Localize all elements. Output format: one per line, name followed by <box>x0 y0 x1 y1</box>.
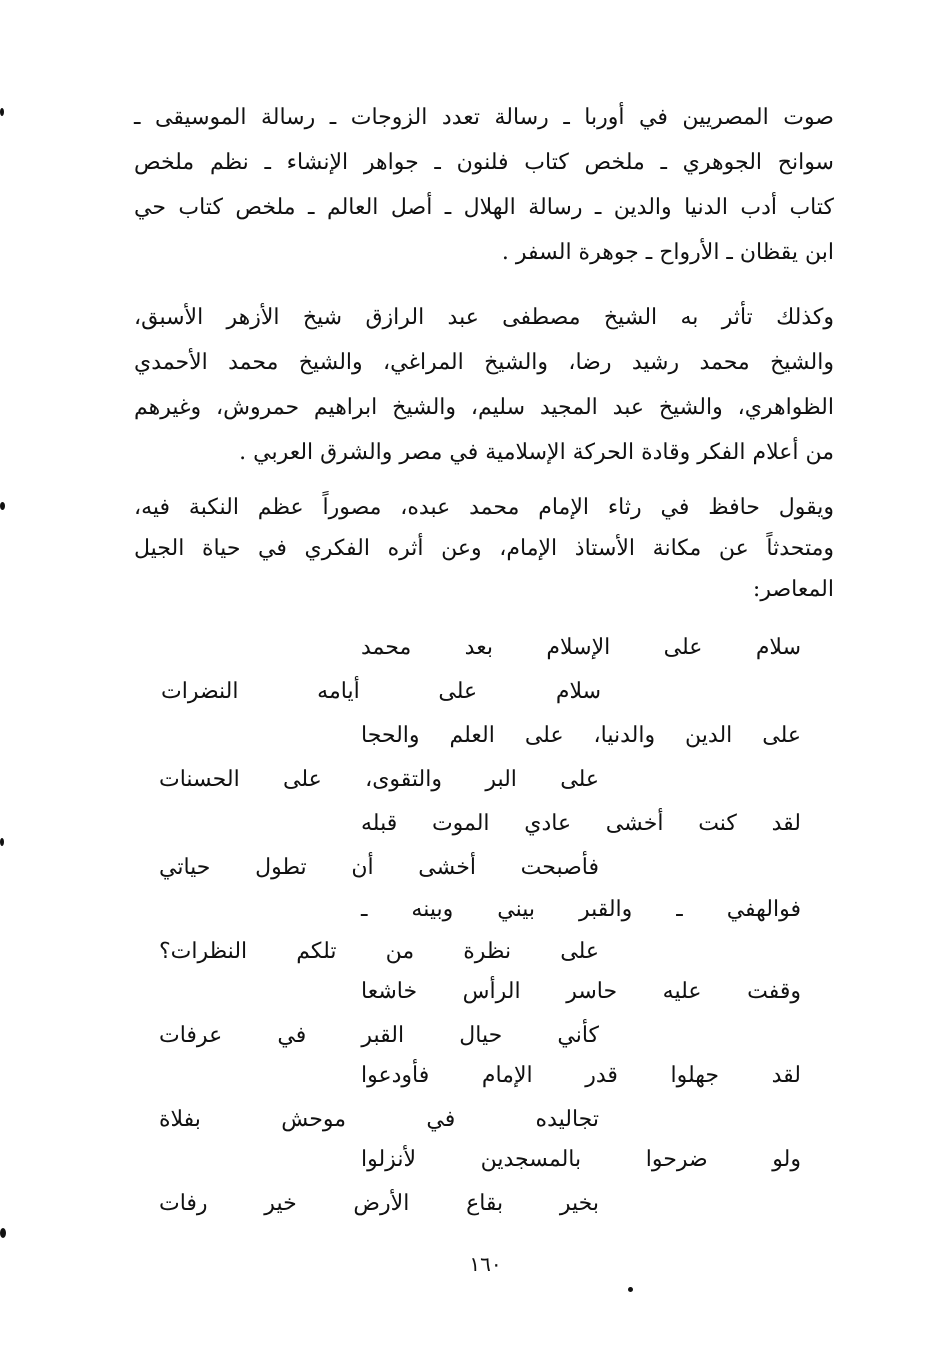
text-line: ويقول حافظ في رثاء الإمام محمد عبده، مصوراً عظم النكبة فيه، <box>134 495 834 520</box>
text-line: صوت المصريين في أوربا ـ رسالة تعدد الزوجات ـ رسالة الموسيقى ـ <box>134 105 834 130</box>
poem-verse-first-hemistich: سلام على الإسلام بعد محمد <box>361 635 801 660</box>
text-line: ابن يقظان ـ الأرواح ـ جوهرة السفر . <box>501 240 834 265</box>
page-number: ١٦٠ <box>469 1252 502 1276</box>
scan-speck <box>0 838 4 846</box>
text-line: سوانح الجوهري ـ ملخص كتاب فلنون ـ جواهر الإنشاء ـ نظم ملخص <box>134 150 834 175</box>
text-line: الظواهري، والشيخ عبد المجيد سليم، والشيخ ابراهيم حمروش، وغيرهم <box>134 395 834 420</box>
poem-verse-second-hemistich: على نظرة من تلكم النظرات؟ <box>159 939 599 964</box>
poem-verse-first-hemistich: ولو ضرحوا بالمسجدين لأنزلوا <box>361 1147 801 1172</box>
scan-speck <box>0 1228 6 1238</box>
text-line: وكذلك تأثر به الشيخ مصطفى عبد الرازق شيخ الأزهر الأسبق، <box>134 305 834 330</box>
poem-verse-first-hemistich: لقد جهلوا قدر الإمام فأودعوا <box>361 1063 801 1088</box>
poem-verse-second-hemistich: على البر والتقوى، على الحسنات <box>159 767 599 792</box>
text-line: والشيخ محمد رشيد رضا، والشيخ المراغي، والشيخ محمد الأحمدي <box>134 350 834 375</box>
poem-verse-first-hemistich: لقد كنت أخشى عادي الموت قبله <box>361 811 801 836</box>
scan-speck <box>0 502 5 510</box>
scan-speck <box>628 1287 633 1292</box>
poem-verse-first-hemistich: فوالهفي ـ والقبر بيني وبينه ـ <box>361 897 801 922</box>
scan-speck <box>0 108 4 116</box>
paragraph-2 <box>134 295 834 475</box>
poem-verse-first-hemistich: على الدين والدنيا، على العلم والحجا <box>361 723 801 748</box>
text-line: ومتحدثاً عن مكانة الأستاذ الإمام، وعن أثره الفكري في حياة الجيل <box>134 536 834 561</box>
poem-verse-second-hemistich: سلام على أيامه النضرات <box>161 679 601 704</box>
text-line: كتاب أدب الدنيا والدين ـ رسالة الهلال ـ أصل العالم ـ ملخص كتاب حي <box>134 195 834 220</box>
paragraph-3 <box>134 487 834 610</box>
text-line: من أعلام الفكر وقادة الحركة الإسلامية في مصر والشرق العربي . <box>239 440 834 465</box>
text-line: المعاصر: <box>752 577 834 602</box>
paragraph-1 <box>134 95 834 275</box>
poem-verse-second-hemistich: فأصبحت أخشى أن تطول حياتي <box>159 855 599 880</box>
poem-verse-second-hemistich: كأني حيال القبر في عرفات <box>159 1023 599 1048</box>
poem-verse-second-hemistich: تجاليده في موحش بفلاة <box>159 1107 599 1132</box>
poem-verse-first-hemistich: وقفت عليه حاسر الرأس خاشعا <box>361 979 801 1004</box>
poem-verse-second-hemistich: بخير بقاع الأرض خير رفات <box>159 1191 599 1216</box>
